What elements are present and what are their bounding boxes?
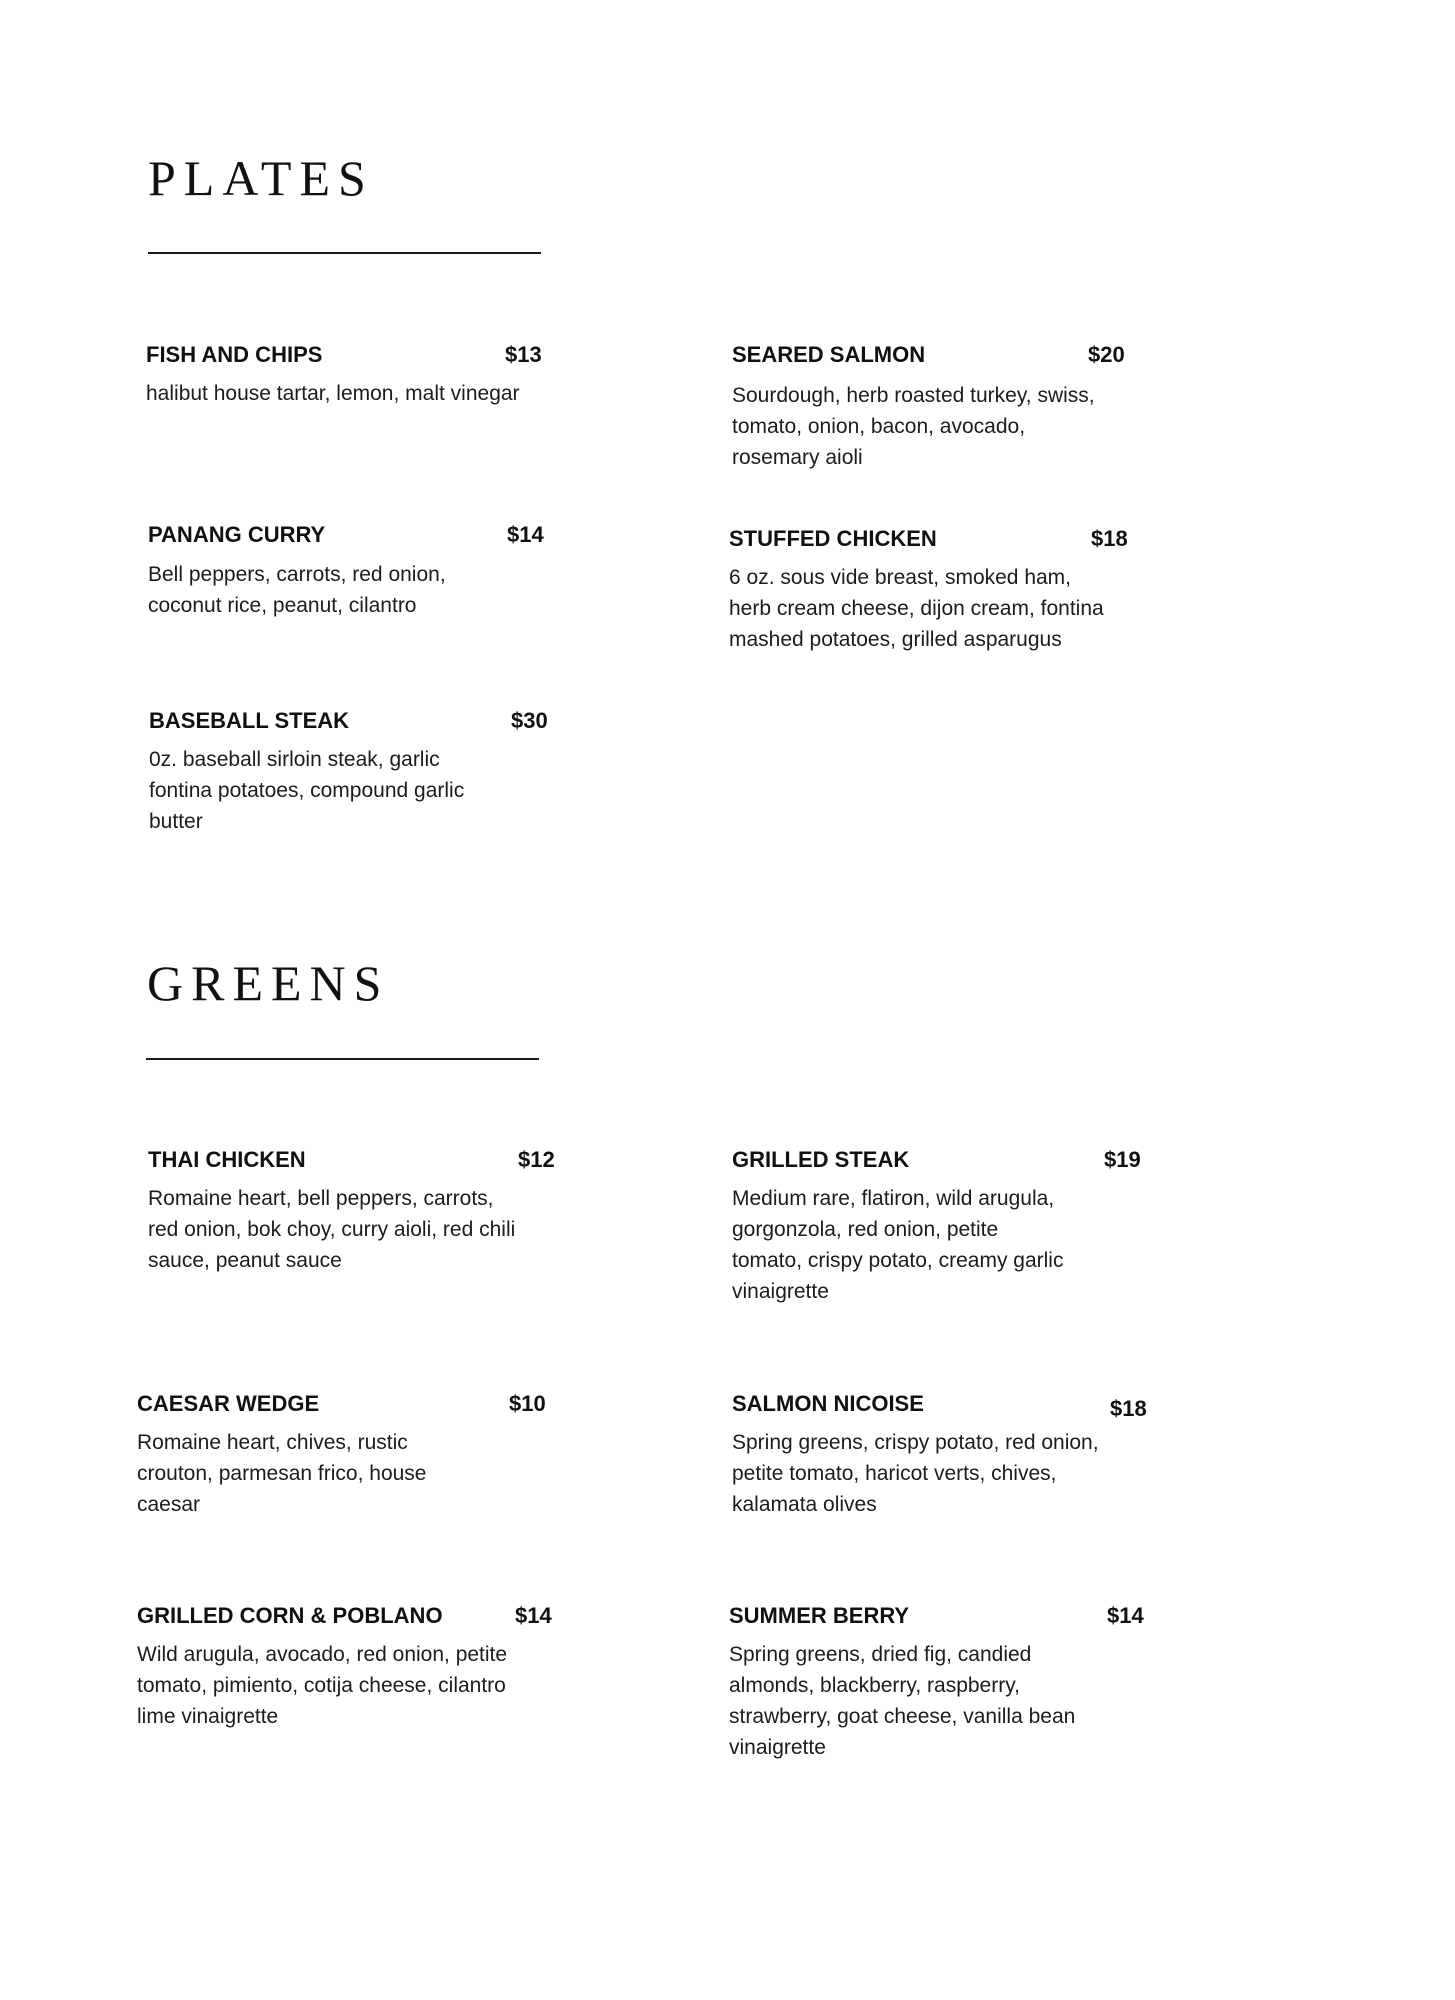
item-price: $19 bbox=[1104, 1147, 1141, 1172]
item-description: Bell peppers, carrots, red onion, coconut rice, peanut, cilantro bbox=[148, 563, 446, 617]
section-title-greens: GREENS bbox=[147, 955, 390, 1011]
item-name: FISH AND CHIPS bbox=[146, 342, 323, 367]
section-divider-plates bbox=[148, 252, 541, 254]
item-description: Spring greens, crispy potato, red onion, petite tomato, haricot verts, chives, kalamata olives bbox=[732, 1431, 1099, 1516]
item-price: $10 bbox=[509, 1391, 546, 1416]
item-name: GRILLED STEAK bbox=[732, 1147, 910, 1172]
item-name: BASEBALL STEAK bbox=[149, 708, 350, 733]
item-description: Sourdough, herb roasted turkey, swiss, tomato, onion, bacon, avocado, rosemary aioli bbox=[732, 384, 1095, 469]
item-price: $18 bbox=[1110, 1396, 1147, 1421]
item-name: SEARED SALMON bbox=[732, 342, 926, 367]
item-description: 6 oz. sous vide breast, smoked ham, herb cream cheese, dijon cream, fontina mashed potatoes, grilled asparugus bbox=[729, 566, 1104, 651]
section-divider-greens bbox=[146, 1058, 539, 1060]
section-title-plates: PLATES bbox=[148, 150, 374, 206]
item-name: THAI CHICKEN bbox=[148, 1147, 306, 1172]
item-description: Romaine heart, bell peppers, carrots, red onion, bok choy, curry aioli, red chili sauce, peanut sauce bbox=[148, 1187, 516, 1272]
item-description: Spring greens, dried fig, candied almonds, blackberry, raspberry, strawberry, goat cheese, vanilla bean vinaigrette bbox=[729, 1643, 1076, 1759]
item-name: CAESAR WEDGE bbox=[137, 1391, 320, 1416]
item-description: 0z. baseball sirloin steak, garlic fontina potatoes, compound garlic butter bbox=[149, 748, 465, 833]
item-description: halibut house tartar, lemon, malt vinegar bbox=[146, 382, 520, 405]
item-price: $12 bbox=[518, 1147, 555, 1172]
item-name: STUFFED CHICKEN bbox=[729, 526, 937, 551]
item-price: $30 bbox=[511, 708, 548, 733]
item-price: $14 bbox=[1107, 1603, 1144, 1628]
item-price: $14 bbox=[507, 522, 544, 547]
item-name: GRILLED CORN & POBLANO bbox=[137, 1603, 443, 1628]
item-price: $18 bbox=[1091, 526, 1128, 551]
item-price: $20 bbox=[1088, 342, 1125, 367]
item-price: $14 bbox=[515, 1603, 552, 1628]
item-name: PANANG CURRY bbox=[148, 522, 326, 547]
item-name: SALMON NICOISE bbox=[732, 1391, 924, 1416]
item-price: $13 bbox=[505, 342, 542, 367]
item-description: Wild arugula, avocado, red onion, petite tomato, pimiento, cotija cheese, cilantro lime vinaigrette bbox=[137, 1643, 508, 1728]
item-description: Medium rare, flatiron, wild arugula, gorgonzola, red onion, petite tomato, crispy potato, creamy garlic vinaigrette bbox=[732, 1187, 1064, 1303]
item-name: SUMMER BERRY bbox=[729, 1603, 910, 1628]
item-description: Romaine heart, chives, rustic crouton, parmesan frico, house caesar bbox=[137, 1431, 427, 1516]
